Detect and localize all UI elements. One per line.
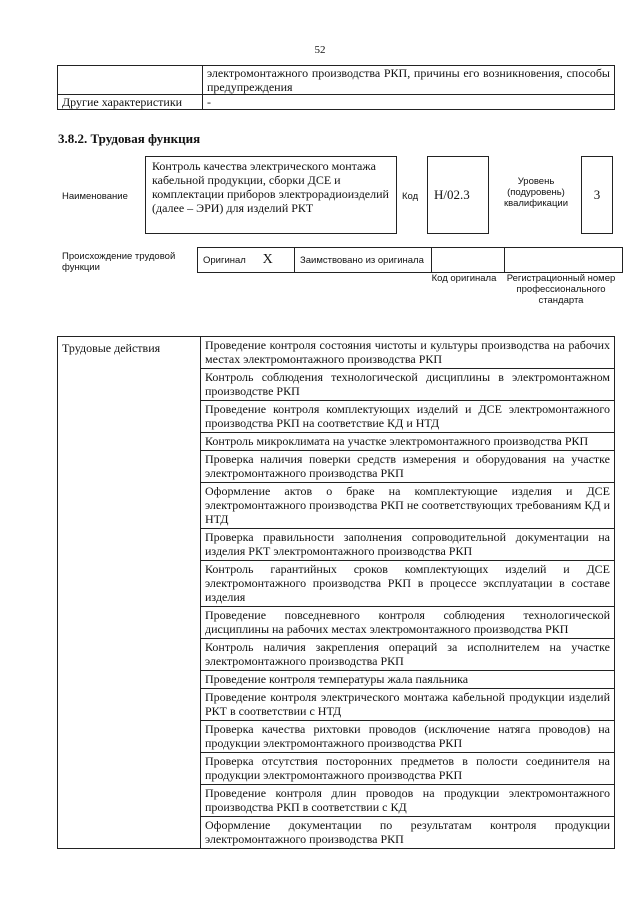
action-item: Оформление документации по результатам контроля продукции электромонтажного производства РКП — [201, 817, 615, 849]
code-value-box: Н/02.3 — [427, 156, 489, 234]
action-item: Контроль соблюдения технологической дисциплины в электромонтажном производстве РКП — [201, 369, 615, 401]
action-item: Проведение контроля электрического монтажа кабельной продукции изделий РКТ в соответствии с НТД — [201, 689, 615, 721]
action-item: Проведение контроля длин проводов на продукции электромонтажного производства РКП в соответствии с КД — [201, 785, 615, 817]
action-item: Контроль наличия закрепления операций за исполнителем на участке электромонтажного производства РКП — [201, 639, 615, 671]
table-row — [198, 248, 623, 273]
action-item: Проверка наличия поверки средств измерения и оборудования на участке электромонтажного производства РКП — [201, 451, 615, 483]
original-label: Оригинал — [203, 255, 246, 266]
continuation-table — [57, 65, 615, 110]
action-item: Контроль гарантийных сроков комплектующих изделий и ДСЕ электромонтажного производства РКП в процессе эксплуатации в составе изделия — [201, 561, 615, 607]
table-cell: - — [203, 95, 615, 110]
actions-label: Трудовые действия — [58, 337, 201, 849]
action-item: Проведение контроля температуры жала паяльника — [201, 671, 615, 689]
level-label: Уровень (подуровень) квалификации — [503, 176, 569, 209]
table-row — [58, 337, 615, 369]
table-row — [58, 66, 615, 95]
table-cell: Другие характеристики — [58, 95, 203, 110]
table-cell: электромонтажного производства РКП, причины его возникновения, способы предупреждения — [203, 66, 615, 95]
code-label: Код — [402, 191, 419, 202]
original-mark: X — [262, 252, 273, 267]
action-item: Проверка правильности заполнения сопроводительной документации на изделия РКТ электромонтажного производства РКП — [201, 529, 615, 561]
action-item: Проведение повседневного контроля соблюдения технологической дисциплины на рабочих местах электромонтажного производства РКП — [201, 607, 615, 639]
name-label: Наименование — [62, 191, 128, 202]
table-cell — [432, 248, 505, 273]
section-title: 3.8.2. Трудовая функция — [58, 131, 201, 146]
action-item: Контроль микроклимата на участке электромонтажного производства РКП — [201, 433, 615, 451]
action-item: Оформление актов о браке на комплектующие изделия и ДСЕ электромонтажного производства РКП не соответствующих требованиям КД и НТД — [201, 483, 615, 529]
origin-table — [197, 247, 623, 273]
action-item: Проверка качества рихтовки проводов (исключение натяга проводов) на продукции электромонтажного производства РКП — [201, 721, 615, 753]
reg-number-caption: Регистрационный номер профессионального стандарта — [506, 273, 616, 306]
level-value-box: 3 — [581, 156, 613, 234]
action-item: Проверка отсутствия посторонних предметов в полости соединителя на продукции электромонтажного производства РКП — [201, 753, 615, 785]
borrowed-label: Заимствовано из оригинала — [295, 248, 432, 273]
table-row — [58, 95, 615, 110]
table-cell — [505, 248, 623, 273]
code-original-caption: Код оригинала — [431, 273, 497, 284]
table-cell — [58, 66, 203, 95]
function-name-box: Контроль качества электрического монтажа кабельной продукции, сборки ДСЕ и комплектации приборов электрорадиоизделий (далее – ЭРИ) для изделий РКТ — [145, 156, 397, 234]
table-cell — [198, 248, 295, 273]
page-number: 52 — [314, 44, 326, 56]
origin-label: Происхождение трудовой функции — [62, 251, 176, 273]
action-item: Проведение контроля состояния чистоты и культуры производства на рабочих местах электромонтажного производства РКП — [201, 337, 615, 369]
action-item: Проведение контроля комплектующих изделий и ДСЕ электромонтажного производства РКП на соответствие КД и НТД — [201, 401, 615, 433]
actions-table — [57, 336, 615, 849]
